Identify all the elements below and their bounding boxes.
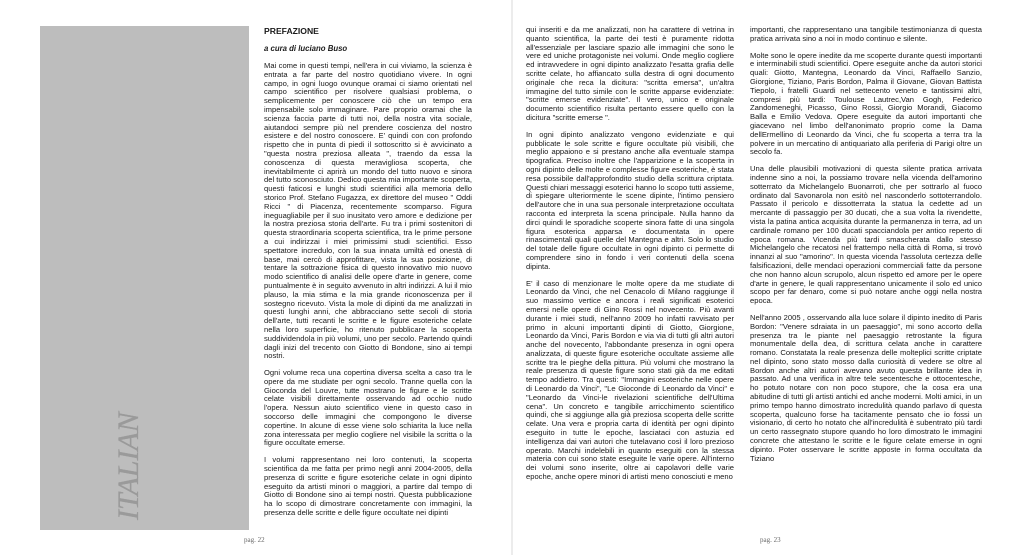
- paragraph: Mai come in questi tempi, nell'era in cui viviamo, la scienza è entrata a far parte del nostro quotidiano vivere. In ogni campo, in ogni luogo ovunque oramai ci siamo orientati nel campo scientifico per risolvere qualsiasi problema, o semplicemente per conoscere ciò che un tempo era impensabile solo immaginare. Pare proprio oramai che la scienza faccia parte di tutti noi, della nostra vita sociale, aiutandoci sempre più nel prendere coscienza del nostro esistere e del nostro conoscere. E' quindi con con profondo rispetto che in punta di piedi il sottoscritto si è avvicinato a "questa nostra preziosa alleata ", traendo da essa la conoscenza di questa meravigliosa scoperta, che inevitabilmente ci aprirà un mondo del tutto nuovo e sinora del tutto sconosciuto. Dedico questa mia importante scoperta, questi faticosi e lunghi studi scientifici alla memoria dello storico Prof. Stefano Fugazza, ex direttore del museo " Oddi Ricci " di Piacenza, recentemente scomparso. Figura ineguagliabile per il suo inusitato vero amore e dedizione per la nostra preziosa storia dell'arte. Fu tra i primi sostenitori di questa straordinaria scoperta scientifica, tra le prime persone a cui indirizzai i miei primissimi studi scientifici. Esso spettatore incredulo, con la sua innata umiltà ed onestà di base, mai cercò di approfittare, vista la sua posizione, di tentare la sottrazione fisica di questo innovativo mio nuovo modo scientifico di analisi delle opere d'arte in genere, come puntualmente è in seguito avvenuto in altri indirizzi. A lui il mio plauso, la mia stima e la mia grande riconoscenza per il sostegno ricevuto. Vista la mole di dipinti da me analizzati in questi lunghi anni, che abbracciano sette secoli di storia dell'arte, tutti recanti le scritte e le figure esoteriche celate nella loro superficie, ho ritenuto pubblicare la scoperta suddividendola in più volumi, uno per secolo. Partendo quindi dagli inizi del trecento con Giotto di Bondone, sino ai tempi nostri.: [264, 61, 472, 361]
- language-sidebar: [40, 26, 249, 530]
- page-number-right: pag. 23: [760, 536, 781, 544]
- paragraph: Nell'anno 2005 , osservando alla luce solare il dipinto inedito di Paris Bordon: "Venere sdraiata in un paesaggio", mi sono accorto della presenza tra le piante nel paesaggio retrostante la figura monumentale della dea, di scrittura celata anche in carattere romano. Constatata la reale presenza delle molteplici scritte criptate nel dipinto, sono stato mosso dalla curiosità di vedere se oltre al Bordon anche altri autori avevano avuto questa brillante idea in passato. Ad una verifica in altre tele secentesche e ottocentesche, ho potuto notare con non poco stupore, che la cosa era una abitudine di tutti gli artisti antichi ed anche moderni. Molti amici, in un primo tempo hanno dimostrato incredulità quando parlavo di questa scoperta, qualcuno forse ha tacitamente pensato che io fossi un visionario, di certo ho notato che all'incredulità è subentrato più tardi un certo rassegnato stupore quando ho loro dimostrato le immagini concrete che attestano le scritte e le figure celate emerse in ogni dipinto. Poter osservare le scritte apposte in forma occultata da Tiziano: [750, 312, 982, 463]
- left-page-column: [264, 26, 472, 530]
- paragraph: In ogni dipinto analizzato vengono evidenziate e qui pubblicate le sole scritte e figure occultate più visibili, che meglio appaiono e si prestano anche alla eventuale stampa tipografica. Preciso inoltre che l'apparizione e la scoperta in ogni dipinto delle molte e complesse figure esoteriche, è stata resa possibile dall'approfondito studio della scrittura criptata. Questi chiari messaggi esoterici hanno lo scopo tutti assieme, di spiegare ulteriormente le scene dipinte, l'intimo pensiero dell'autore che in una sua personale interpretazione occultata racconta ed interpreta la scena principale. Nulla hanno da dirci quindi le sporadiche scoperte sinora fatte di una singola figura esoterica apparsa e documentata in opere rinascimentali quali quelle del Mantegna e altri. Solo lo studio del totale delle figure occultate in ogni dipinto ci permette di comprendere sino in fondo i veri contenuti della scena dipinta.: [526, 129, 734, 271]
- paragraph: importanti, che rappresentano una tangibile testimonianza di questa pratica arrivata sino a noi in modo continuo e silente.: [750, 26, 982, 43]
- paragraph: qui inseriti e da me analizzati, non ha carattere di vetrina in quanto scientifica, la parte dei testi è puramente ridotta all'essenziale per lasciare spazio alle immagini che sono le vere ed uniche protagoniste nei volumi. Onde meglio cogliere ed intravvedere in ogni dipinto analizzato l'esatta grafia delle scritte celate, ho affiancato sulla destra di ogni documento originale che reca la dicitura: "scritta emersa", un'altra immagine del tutto simile con le scritte apparse evidenziate: "scritte emerse evidenziate". Il vero, unico e originale documento scientifico risulta pertanto essere quello con la dicitura "scritte emerse ".: [526, 26, 734, 122]
- right-page-column-a: [526, 26, 734, 530]
- italian-vertical-label: [60, 374, 180, 524]
- language-label: [60, 374, 180, 524]
- right-page-column-b: [750, 26, 982, 530]
- paragraph: I volumi rappresentano nei loro contenuti, la scoperta scientifica da me fatta per primo negli anni 2004-2005, della presenza di scritte e figure esoteriche celate in ogni dipinto eseguito da artisti minori o maggiori, a partire dal tempo di Giotto di Bondone sino ai tempi nostri. Questa pubblicazione ha lo scopo di dimostrare concretamente con immagini, la presenza delle scritte e delle figure occultate nei dipinti: [264, 455, 472, 518]
- paragraph: Molte sono le opere inedite da me scoperte durante questi importanti e interminabili studi scientifici. Opere eseguite anche da autori storici quali: Giotto, Mantegna, Leonardo da Vinci, Raffaello Sanzio, Giorgione, Tiziano, Paris Bordon, Palma il Giovane, Giovan Battista Tiepolo, i fratelli Guardi nel settecento veneto e tantissimi altri, compresi più tardi: Toulouse Lautrec,Van Gogh, Federico Zandomeneghi, Picasso, Gino Rossi, Giorgio Morandi, Giacomo Balla e Emilio Vedova. Opere eseguite da autori importanti che giacevano nel limbo dell'anonimato proprio come la Dama dellErmellino di Leonardo da Vinci, che fu scoperta a terra tra la polvere in un mercatino di antiquariato alla periferia di Parigi oltre un secolo fa.: [750, 50, 982, 157]
- author-credit: a cura di luciano Buso: [264, 44, 348, 53]
- paragraph: E' il caso di menzionare le molte opere da me studiate di Leonardo da Vinci, che nel Cenacolo di Milano raggiunge il suo massimo vertice e ancora i reali significati esoterici emersi nelle opere di Gino Rossi nel novecento. Più avanti durante i miei studi, nell'anno 2009 ho infatti ravvisato per primo in alcuni importanti dipinti di Giotto, Giorgione, Leonardo da Vinci, Paris Bordon e via via di tutti gli altri autori anche del novecento, l'abbondante presenza in ogni opera analizzata, di queste figure esoteriche occultate assieme alle scritte tra le pieghe della pittura. Più volumi che mostrano la reale presenza di queste figure sono stati già da me editati tempo addietro. Tra questi: "Immagini esoteriche nelle opere di Leonardo da Vinci", "Le Gioconde di Leonardo da Vinci" e "Leonardo da Vinci-le rivelazioni scientifiche dell'Ultima cena". Un concreto e tangibile arricchimento scientifico quindi, che si aggiunge alla già preziosa scoperta delle scritte celate. Una vera e propria carta di identità per ogni dipinto eseguito in tutte le epoche, lasciataci con astuzia ed intelligenza dai vari autori che tutelavano così il loro prezioso operato. Marchi indelebili in quanto eseguiti con la stessa materia con cui sono state eseguite le varie opere. All'interno dei volumi sono inserite, oltre ai capolavori delle varie epoche, anche opere minori di artisti meno conosciuti e meno: [526, 278, 734, 482]
- page-title: PREFAZIONE: [264, 26, 319, 36]
- page-gutter: [511, 0, 513, 555]
- paragraph: Ogni volume reca una copertina diversa scelta a caso tra le opere da me studiate per ogni secolo. Tranne quella con la Gioconda del Louvre, tutte mostrano le figure e le scritte celate visibili direttamente osservando ad occhio nudo l'opera. Nessun aiuto scientifico viene in questo caso in soccorso delle immagini che compongono le diverse copertine. In alcune di esse viene solo schiarita la luce nella zona interessata per meglio cogliere nel visibile la scritta o la figure occultate emerse.: [264, 368, 472, 448]
- sidebar-word-text: ITALIAN: [112, 412, 145, 520]
- paragraph: Una delle plausibili motivazioni di questa silente pratica arrivata indenne sino a noi, la possiamo trovare nella vicenda dell'amorino sotterrato da Michelangelo Buonarroti, che per sottrarlo al fuoco ordinato dal Savonarola non esitò nel nasconderlo sottoterrandolo. Passato il pericolo e dissotterrata la statua la cedette ad un mercante di passaggio per 30 ducati, che a sua volta la rivendette, vista la patina antica acquisita durante la permanenza in terra, ad un cardinale romano per 100 ducati spacciandola per antico reperto di epoca romana. Vicenda più tardi smascherata dallo stesso Michelangelo che recatosi nel frattempo nella città di Roma, si trovò innanzi al suo "amorino". In questa vicenda l'assoluta certezza delle falsificazioni, delle mendaci operazioni commerciali fatte da persone che non hanno alcun scrupolo, alcun rispetto ed amore per le opere d'arte in genere, le quali rappresentano unicamente il solo ed unico scopo per far denaro, come si può notare anche oggi nella nostra epoca.: [750, 164, 982, 306]
- page-number-left: pag. 22: [244, 536, 265, 544]
